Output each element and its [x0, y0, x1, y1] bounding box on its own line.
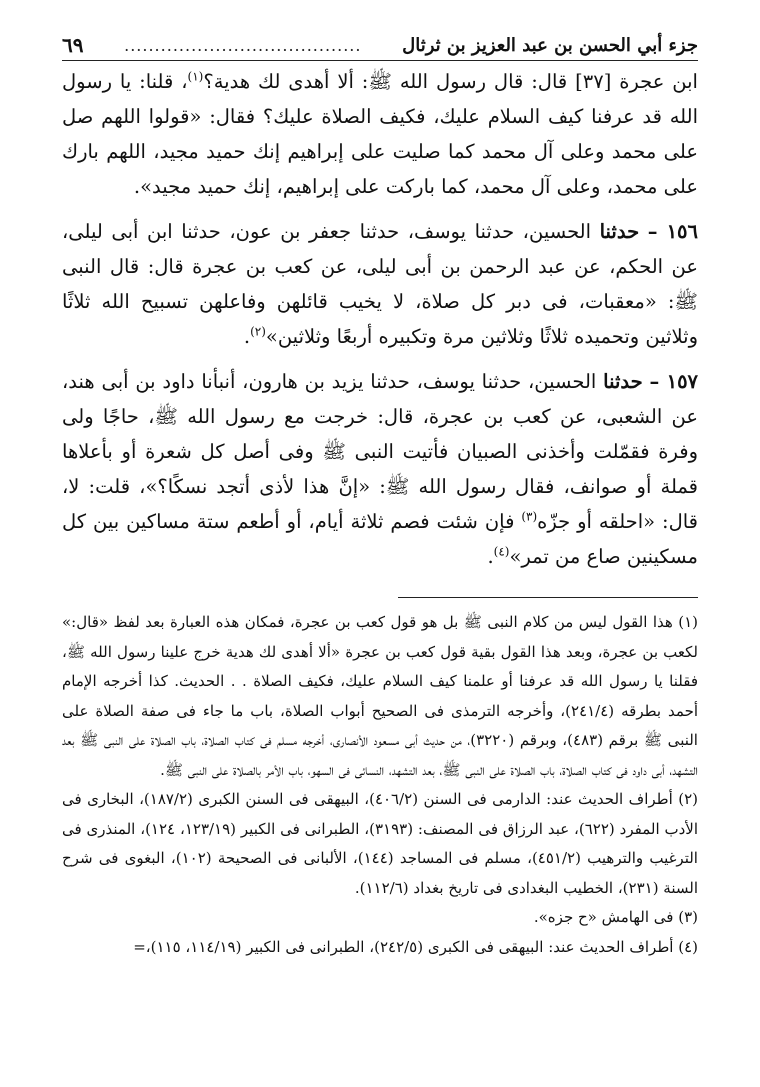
- footnote-ref: (٤): [493, 544, 510, 559]
- hadith-number: ١٥٧ –: [649, 370, 699, 393]
- paragraph-text: ابن عجرة [٣٧] قال: قال رسول الله ﷺ: ألا أهدى لك هدية؟: [203, 70, 698, 93]
- footnote-mark: (٤): [678, 937, 698, 956]
- footnote-ref: (٢): [250, 324, 266, 339]
- paragraph-continuation: [62, 64, 698, 204]
- hadith-number: ١٥٦ –: [647, 220, 698, 243]
- hadith-157: [62, 364, 698, 574]
- page-number: ٦٩: [62, 33, 84, 57]
- footnote-text: أطراف الحديث عند: الدارمى فى السنن (٤٠٦/٢)، البيهقى فى السنن الكبرى (١٨٧/٢)، البخارى فى الأدب المفرد (٦٢٢)، عبد الرزاق فى المصنف: (٣١٩٣)، الطبرانى فى الكبير (١٢٣/١٩، ١٢٤)، المنذرى فى الترغيب والترهيب (٤٥١/٢)، مسلم فى المساجد (١٤٤)، الألبانى فى الصحيحة (١٠٢)، البغوى فى شرح السنة (٢٣١)، الخطيب البغدادى فى تاريخ بغداد (١١٢/٦).: [62, 790, 699, 897]
- footnote-2: [62, 785, 698, 903]
- footnote-3: [62, 903, 698, 933]
- header-leader-dots: .......................................: [124, 35, 362, 55]
- footnote-text: أطراف الحديث عند: البيهقى فى الكبرى (٢٤٢/٥)، الطبرانى فى الكبير (١١٤/١٩، ١١٥)،=: [133, 937, 674, 956]
- footnote-text: فى الهامش «ح جزه».: [533, 908, 674, 926]
- footnote-mark: (١): [678, 613, 698, 631]
- hadith-156: [62, 214, 698, 354]
- main-text: [62, 64, 698, 584]
- hadith-lead-word: حدثنا: [603, 370, 643, 393]
- footnote-ref: (١): [187, 69, 204, 84]
- paragraph-text: .: [487, 545, 494, 568]
- paragraph-text: الحسين، حدثنا يوسف، حدثنا جعفر بن عون، حدثنا ابن أبى ليلى، عن الحكم، عن عبد الرحمن بن أبى ليلى، عن كعب بن عجرة قال: قال النبى ﷺ: «معقبات، فى دبر كل صلاة، لا يخيب قائلهن وفاعلهن تسبيح الله ثلاثًا وثلاثين وتحميده ثلاثًا وثلاثين مرة وتكبيره أربعًا وثلاثين»: [62, 220, 698, 348]
- running-header: [62, 30, 698, 61]
- footnotes: [62, 608, 698, 962]
- footnote-ref: (٣): [521, 509, 538, 524]
- paragraph-text: فإن شئت فصم ثلاثة أيام، أو أطعم ستة مساكين بين كل مسكينين صاع من تمر»: [62, 510, 698, 568]
- paragraph-text: ، قلنا: يا رسول الله قد عرفنا كيف السلام عليك، فكيف الصلاة عليك؟ فقال: «قولوا اللهم صل على محمد وعلى آل محمد كما صليت على إبراهيم إنك حميد مجيد، اللهم بارك على محمد، وعلى آل محمد، كما باركت على إبراهيم، إنك حميد مجيد».: [62, 70, 698, 198]
- footnote-mark: (٣): [678, 908, 698, 926]
- footnote-text: هذا القول ليس من كلام النبى ﷺ بل هو قول كعب بن عجرة، فمكان هذه العبارة بعد لفظ «قال:» لكعب بن عجرة، وبعد هذا القول بقية قول كعب بن عجرة «ألا أهدى لك هدية خرج علينا رسول الله ﷺ، فقلنا يا رسول الله قد عرفنا أو علمنا كيف السلام عليك، فكيف الصلاة . . الحديث. كذا أخرجه الإمام أحمد بطرقه (٢٤١/٤)، وأخرجه الترمذى فى الصحيح أبواب الصلاة، باب ما جاء فى صفة الصلاة على النبى ﷺ برقم (٤٨٣)، وبرقم (٣٢٢٠)، من حديث أبى مسعود الأنصارى، أخرجه مسلم فى كتاب الصلاة، باب الصلاة على النبى ﷺ بعد التشهد، أبى داود فى كتاب الصلاة، باب الصلاة على النبى ﷺ، بعد التشهد، النسائى فى السهو، باب الأمر بالصلاة على النبى ﷺ.: [62, 613, 699, 779]
- paragraph-text: .: [243, 325, 251, 348]
- footnote-4: [62, 933, 698, 963]
- footnote-mark: (٢): [678, 790, 698, 808]
- footnote-divider: [398, 597, 698, 598]
- footnote-1: [62, 608, 698, 785]
- header-title: جزء أبي الحسن بن عبد العزيز بن ثرثال: [402, 34, 698, 56]
- paragraph-text: الحسين، حدثنا يوسف، حدثنا يزيد بن هارون، أنبأنا داود بن أبى هند، عن الشعبى، عن كعب بن عجرة، قال: خرجت مع رسول الله ﷺ، حاجًا ولى وفرة فقمّلت وأخذنى الصبيان فأتيت النبى ﷺ وفى أصل كل شعرة أو بأعلاها قملة أو صوانف، فقال رسول الله ﷺ: «إنَّ هذا لأذى أتجد نسكًا؟»، قلت: لا، قال: «احلقه أو جزّه: [62, 370, 699, 533]
- hadith-lead-word: حدثنا: [599, 220, 640, 243]
